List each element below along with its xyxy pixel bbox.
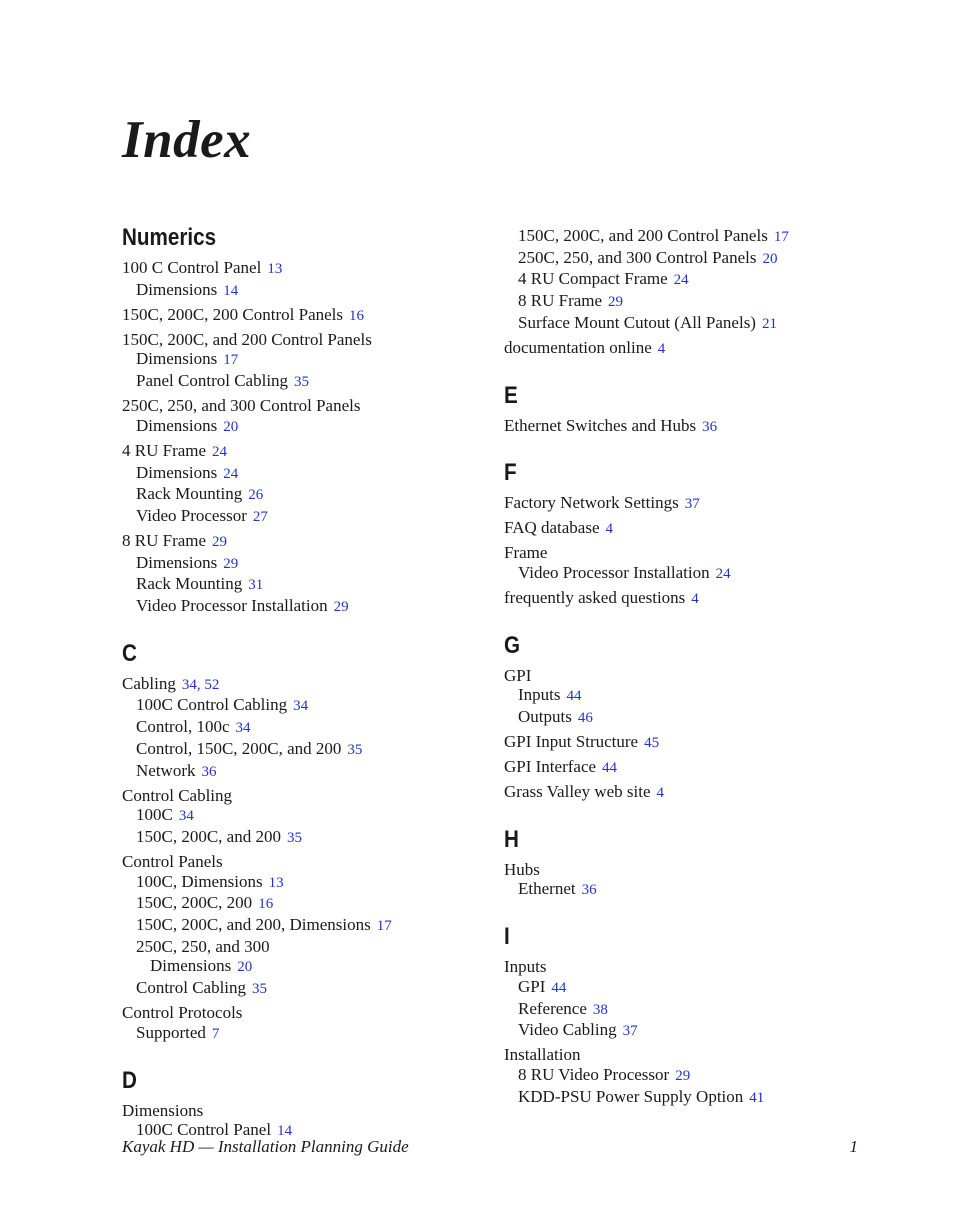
term-text: 250C, 250, and 300 Control Panels <box>122 396 361 416</box>
page-reference-link[interactable]: 41 <box>749 1089 765 1106</box>
index-subterm <box>122 805 482 827</box>
index-subterm <box>122 506 482 528</box>
index-term <box>122 1003 482 1023</box>
page-reference-link[interactable]: 16 <box>258 896 274 913</box>
term-text: Dimensions <box>150 956 232 976</box>
index-subterm <box>504 879 884 901</box>
page-reference-link[interactable]: 13 <box>267 261 283 277</box>
term-text: Control Cabling <box>136 978 247 998</box>
page-reference-link[interactable]: 36 <box>581 882 597 899</box>
page-reference-link[interactable]: 44 <box>602 760 618 777</box>
page-reference-link[interactable]: 7 <box>211 1025 220 1042</box>
term-text: GPI <box>518 976 546 996</box>
term-text: 100 C Control Panel <box>122 258 262 277</box>
index-term <box>504 666 884 686</box>
term-text: Video Processor Installation <box>518 562 710 582</box>
page-reference-link[interactable]: 27 <box>252 508 268 525</box>
page-reference-link[interactable]: 20 <box>223 418 239 435</box>
page-reference-link[interactable]: 13 <box>268 874 284 891</box>
index-subterm <box>504 226 884 248</box>
term-text: 100C <box>136 805 173 825</box>
index-subterm <box>504 248 884 270</box>
index-subterm <box>122 484 482 506</box>
term-text: Installation <box>504 1045 581 1065</box>
term-text: Inputs <box>518 685 561 705</box>
index-entry <box>504 338 884 360</box>
term-text: 100C, Dimensions <box>136 871 263 891</box>
index-term <box>122 852 482 872</box>
page-reference-link[interactable]: 35 <box>252 981 268 998</box>
term-text: Surface Mount Cutout (All Panels) <box>518 312 756 332</box>
page-reference-link[interactable]: 14 <box>277 1123 293 1140</box>
page-reference-link[interactable]: 24 <box>223 465 239 482</box>
index-term <box>504 416 884 438</box>
index-subterm <box>504 291 884 313</box>
index-subterm <box>122 739 482 761</box>
index-term <box>122 531 482 553</box>
page-reference-link[interactable]: 31 <box>248 577 264 594</box>
page-reference-link[interactable]: 24 <box>212 443 228 460</box>
index-subterm <box>122 827 482 849</box>
term-text: Grass Valley web site <box>504 782 651 802</box>
page-reference-link[interactable]: 14 <box>223 282 239 299</box>
index-entry <box>504 957 884 1042</box>
page-reference-link[interactable]: 38 <box>592 1001 608 1018</box>
term-text: 8 RU Frame <box>518 291 603 311</box>
section-heading: H <box>504 825 519 853</box>
term-text: 150C, 200C, and 200 <box>136 826 281 846</box>
index-entry <box>504 1045 884 1108</box>
index-subterm <box>504 1020 884 1042</box>
page-reference-link[interactable]: 20 <box>237 959 253 976</box>
term-text: Frame <box>504 543 548 563</box>
index-column-left <box>122 222 482 1162</box>
index-entry <box>122 330 482 393</box>
index-section <box>122 222 482 618</box>
index-entry <box>504 860 884 901</box>
term-text: 4 RU Compact Frame <box>518 269 668 289</box>
term-text: 4 RU Frame <box>122 440 207 460</box>
page-reference-link[interactable]: 4 <box>605 521 614 538</box>
term-text: 8 RU Frame <box>122 530 207 550</box>
index-term <box>122 674 482 696</box>
index-subterm <box>122 915 482 937</box>
index-subterm <box>122 872 482 894</box>
index-subterm <box>122 761 482 783</box>
index-subterm <box>504 999 884 1021</box>
page-reference-link[interactable]: 44 <box>551 979 567 996</box>
index-subterm <box>504 977 884 999</box>
page-reference-link[interactable]: 46 <box>577 710 593 727</box>
page-reference-link[interactable]: 17 <box>223 352 239 369</box>
term-text: Rack Mounting <box>136 484 243 504</box>
index-subterm <box>122 553 482 575</box>
section-heading: G <box>504 631 521 659</box>
page-reference-link[interactable]: 4 <box>691 590 699 607</box>
term-text: Network <box>136 760 196 780</box>
index-term <box>504 543 884 563</box>
index-entry <box>122 258 482 301</box>
term-text: Hubs <box>504 859 540 879</box>
index-term <box>504 588 884 610</box>
term-text: Control Panels <box>122 851 223 871</box>
term-text: Dimensions <box>136 279 218 299</box>
term-text: 150C, 200C, and 200 Control Panels <box>518 226 768 245</box>
index-column-right <box>504 226 884 1128</box>
index-term <box>504 1045 884 1065</box>
index-term <box>504 757 884 779</box>
index-subterm <box>122 956 482 978</box>
index-subterm <box>122 280 482 302</box>
index-entry <box>504 588 884 610</box>
index-subterm <box>122 978 482 1000</box>
term-text: Reference <box>518 998 587 1018</box>
index-term <box>122 1101 482 1121</box>
term-text: Dimensions <box>122 1100 204 1120</box>
term-text: Dimensions <box>136 349 218 369</box>
term-text: Ethernet Switches and Hubs <box>504 415 697 435</box>
index-subterm <box>122 596 482 618</box>
index-subterm <box>504 313 884 335</box>
term-text: Video Processor <box>136 505 247 525</box>
index-term <box>122 396 482 416</box>
term-text: Control, 150C, 200C, and 200 <box>136 738 342 758</box>
index-subterm <box>122 1023 482 1045</box>
term-text: GPI Interface <box>504 757 597 777</box>
index-term <box>504 493 884 515</box>
section-heading: C <box>122 639 137 667</box>
index-entry <box>122 1101 482 1142</box>
page-reference-link[interactable]: 20 <box>762 250 778 267</box>
term-text: Outputs <box>518 707 572 727</box>
page-reference-link[interactable]: 34 <box>235 720 251 737</box>
index-section <box>504 921 884 1108</box>
page-reference-link[interactable]: 37 <box>622 1023 638 1040</box>
page-reference-link[interactable]: 4 <box>657 340 666 357</box>
term-text: Video Processor Installation <box>136 596 328 616</box>
index-entry <box>504 226 884 335</box>
index-entry <box>504 732 884 754</box>
index-entry <box>122 786 482 849</box>
index-term <box>504 860 884 880</box>
term-text: GPI Input Structure <box>504 732 639 752</box>
index-subterm <box>122 416 482 438</box>
page-reference-link[interactable]: 35 <box>286 829 302 846</box>
index-section <box>504 226 884 360</box>
index-section <box>122 638 482 1045</box>
index-term <box>504 732 884 754</box>
index-term <box>504 782 884 804</box>
page-reference-link[interactable]: 4 <box>656 785 665 802</box>
term-text: Supported <box>136 1022 206 1042</box>
page-reference-link[interactable]: 36 <box>702 418 718 435</box>
index-subterm <box>122 893 482 915</box>
term-text: 100C Control Cabling <box>136 695 288 715</box>
page-reference-link[interactable]: 45 <box>644 735 660 752</box>
term-text: Factory Network Settings <box>504 493 679 513</box>
index-subterm <box>122 717 482 739</box>
term-text: 100C Control Panel <box>136 1120 272 1140</box>
page-reference-link[interactable]: 29 <box>675 1067 691 1084</box>
page-reference-link[interactable]: 44 <box>566 688 582 705</box>
term-text: 150C, 200C, 200 Control Panels <box>122 304 344 324</box>
section-heading: I <box>504 923 510 951</box>
section-heading: D <box>122 1066 137 1094</box>
index-subterm <box>504 685 884 707</box>
index-subterm <box>504 1065 884 1087</box>
index-subterm <box>504 707 884 729</box>
index-term <box>122 305 482 327</box>
index-term <box>122 441 482 463</box>
page-reference-link[interactable]: 37 <box>684 496 700 513</box>
index-term <box>504 338 884 360</box>
page-reference-link[interactable]: 21 <box>761 315 777 332</box>
index-entry <box>122 852 482 1000</box>
index-entry <box>504 518 884 540</box>
term-text: Rack Mounting <box>136 574 243 594</box>
index-section <box>504 457 884 609</box>
term-text: Control Protocols <box>122 1003 243 1023</box>
index-section <box>504 380 884 438</box>
index-entry <box>504 543 884 584</box>
term-text: 250C, 250, and 300 <box>136 936 270 956</box>
term-text: 150C, 200C, 200 <box>136 893 253 913</box>
page-reference-link[interactable]: 36 <box>201 763 217 780</box>
index-term <box>122 786 482 806</box>
footer-document-title: Kayak HD — Installation Planning Guide <box>122 1137 409 1156</box>
term-text: FAQ database <box>504 518 600 538</box>
index-entry <box>504 757 884 779</box>
index-term <box>122 330 482 350</box>
term-text: KDD-PSU Power Supply Option <box>518 1086 744 1106</box>
index-subterm <box>122 463 482 485</box>
index-subterm <box>122 349 482 371</box>
index-subterm <box>122 371 482 393</box>
page-reference-link[interactable]: 34 <box>178 808 194 825</box>
term-text: documentation online <box>504 337 652 357</box>
term-text: frequently asked questions <box>504 587 686 607</box>
page-reference-link[interactable]: 29 <box>223 555 239 572</box>
term-text: Panel Control Cabling <box>136 371 289 391</box>
term-text: 150C, 200C, and 200 Control Panels <box>122 329 372 349</box>
page-reference-link[interactable]: 16 <box>349 307 365 324</box>
page-reference-link[interactable]: 34, 52 <box>181 676 220 693</box>
term-text: Dimensions <box>136 552 218 572</box>
section-heading: Numerics <box>122 224 217 251</box>
page-reference-link[interactable]: 17 <box>376 918 392 935</box>
page-reference-link[interactable]: 29 <box>212 533 228 550</box>
index-entry <box>122 674 482 783</box>
page-title: Index <box>122 111 252 169</box>
page-reference-link[interactable]: 35 <box>347 741 363 758</box>
index-subterm <box>504 269 884 291</box>
page-reference-link[interactable]: 26 <box>248 487 264 504</box>
term-text: Dimensions <box>136 415 218 435</box>
page-reference-link[interactable]: 35 <box>294 374 310 391</box>
section-heading: E <box>504 381 518 409</box>
page-reference-link[interactable]: 29 <box>608 294 624 311</box>
term-text: GPI <box>504 665 532 685</box>
section-heading: F <box>504 459 517 487</box>
index-subterm <box>122 937 482 957</box>
index-entry <box>122 531 482 618</box>
index-section <box>122 1065 482 1142</box>
index-section <box>504 824 884 901</box>
term-text: 250C, 250, and 300 Control Panels <box>518 247 757 267</box>
index-entry <box>122 396 482 437</box>
term-text: Control, 100c <box>136 717 230 737</box>
term-text: Video Cabling <box>518 1020 617 1040</box>
index-term <box>504 957 884 977</box>
index-entry <box>504 666 884 729</box>
index-entry <box>122 1003 482 1044</box>
index-subterm <box>504 563 884 585</box>
index-entry <box>504 782 884 804</box>
term-text: 8 RU Video Processor <box>518 1064 670 1084</box>
term-text: Control Cabling <box>122 785 233 805</box>
index-term <box>504 518 884 540</box>
footer-page-number: 1 <box>849 1137 858 1156</box>
index-subterm <box>504 1087 884 1109</box>
term-text: Ethernet <box>518 879 576 899</box>
index-section <box>504 630 884 804</box>
term-text: 150C, 200C, and 200, Dimensions <box>136 915 371 935</box>
page-reference-link[interactable]: 17 <box>773 229 789 245</box>
page-reference-link[interactable]: 29 <box>333 599 349 616</box>
index-subterm <box>122 695 482 717</box>
index-entry <box>122 441 482 528</box>
page-reference-link[interactable]: 24 <box>673 272 689 289</box>
term-text: Dimensions <box>136 462 218 482</box>
page-reference-link[interactable]: 34 <box>293 698 309 715</box>
page-reference-link[interactable]: 24 <box>715 565 731 582</box>
index-subterm <box>122 574 482 596</box>
term-text: Inputs <box>504 957 547 977</box>
index-entry <box>504 493 884 515</box>
index-entry <box>504 416 884 438</box>
index-term <box>122 258 482 280</box>
index-entry <box>122 305 482 327</box>
term-text: Cabling <box>122 673 176 693</box>
